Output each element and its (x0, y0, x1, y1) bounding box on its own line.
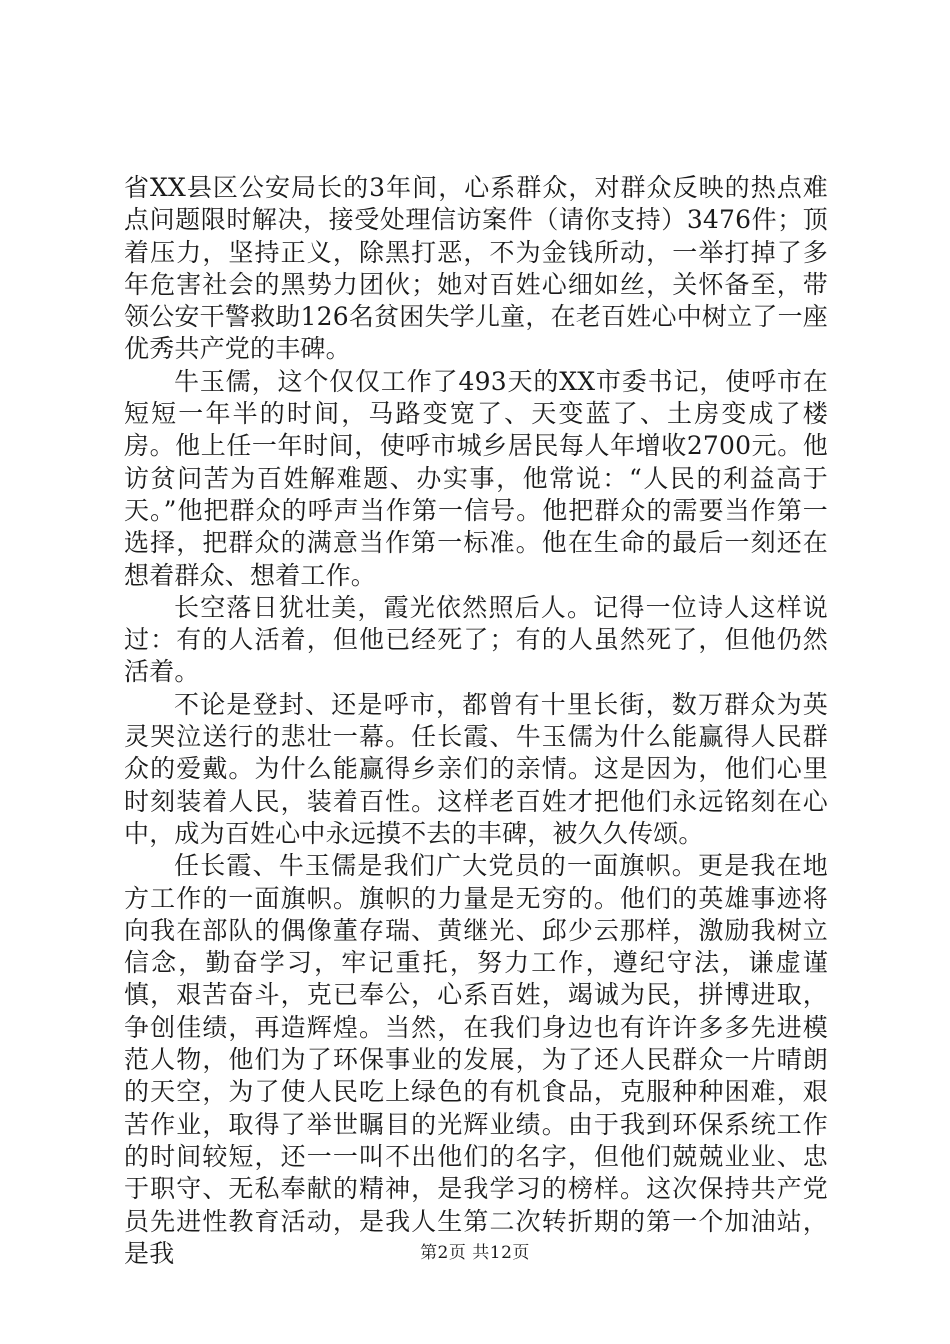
document-body (124, 172, 828, 1270)
paragraph-2: 牛玉儒，这个仅仅工作了493天的XX市委书记，使呼市在短短一年半的时间，马路变宽了、天变蓝了、土房变成了楼房。他上任一年时间，使呼市城乡居民每人年增收2700元。他访贫问苦为百姓解难题、办实事，他常说：“人民的利益高于天。”他把群众的呼声当作第一信号。他把群众的需要当作第一选择，把群众的满意当作第一标准。他在生命的最后一刻还在想着群众、想着工作。 (124, 366, 828, 590)
paragraph-5: 任长霞、牛玉儒是我们广大党员的一面旗帜。更是我在地方工作的一面旗帜。旗帜的力量是无穷的。他们的英雄事迹将向我在部队的偶像董存瑞、黄继光、邱少云那样，激励我树立信念，勤奋学习，牢记重托，努力工作，遵纪守法，谦虚谨慎，艰苦奋斗，克已奉公，心系百姓，竭诚为民，拼博进取，争创佳绩，再造辉煌。当然，在我们身边也有许许多多先进模范人物，他们为了环保事业的发展，为了还人民群众一片晴朗的天空，为了使人民吃上绿色的有机食品，克服种种困难，艰苦作业，取得了举世瞩目的光辉业绩。由于我到环保系统工作的时间较短，还一一叫不出他们的名字，但他们兢兢业业、忠于职守、无私奉献的精神，是我学习的榜样。这次保持共产党员先进性教育活动，是我人生第二次转折期的第一个加油站，是我 (124, 851, 828, 1268)
paragraph-1: 省XX县区公安局长的3年间，心系群众，对群众反映的热点难点问题限时解决，接受处理信访案件（请你支持）3476件；顶着压力，坚持正义，除黑打恶，不为金钱所动，一举打掉了多年危害社会的黑势力团伙；她对百姓心细如丝，关怀备至，带领公安干警救助126名贫困失学儿童，在老百姓心中树立了一座优秀共产党的丰碑。 (124, 173, 828, 364)
paragraph-3: 长空落日犹壮美，霞光依然照后人。记得一位诗人这样说过：有的人活着，但他已经死了；有的人虽然死了，但他仍然活着。 (124, 592, 828, 687)
page-footer: 第2页 共12页 (420, 1243, 530, 1263)
paragraph-4: 不论是登封、还是呼市，都曾有十里长街，数万群众为英灵哭泣送行的悲壮一幕。任长霞、牛玉儒为什么能赢得人民群众的爱戴。为什么能赢得乡亲们的亲情。这是因为，他们心里时刻装着人民，装着百性。这样老百姓才把他们永远铭刻在心中，成为百姓心中永远摸不去的丰碑，被久久传颂。 (124, 689, 828, 848)
